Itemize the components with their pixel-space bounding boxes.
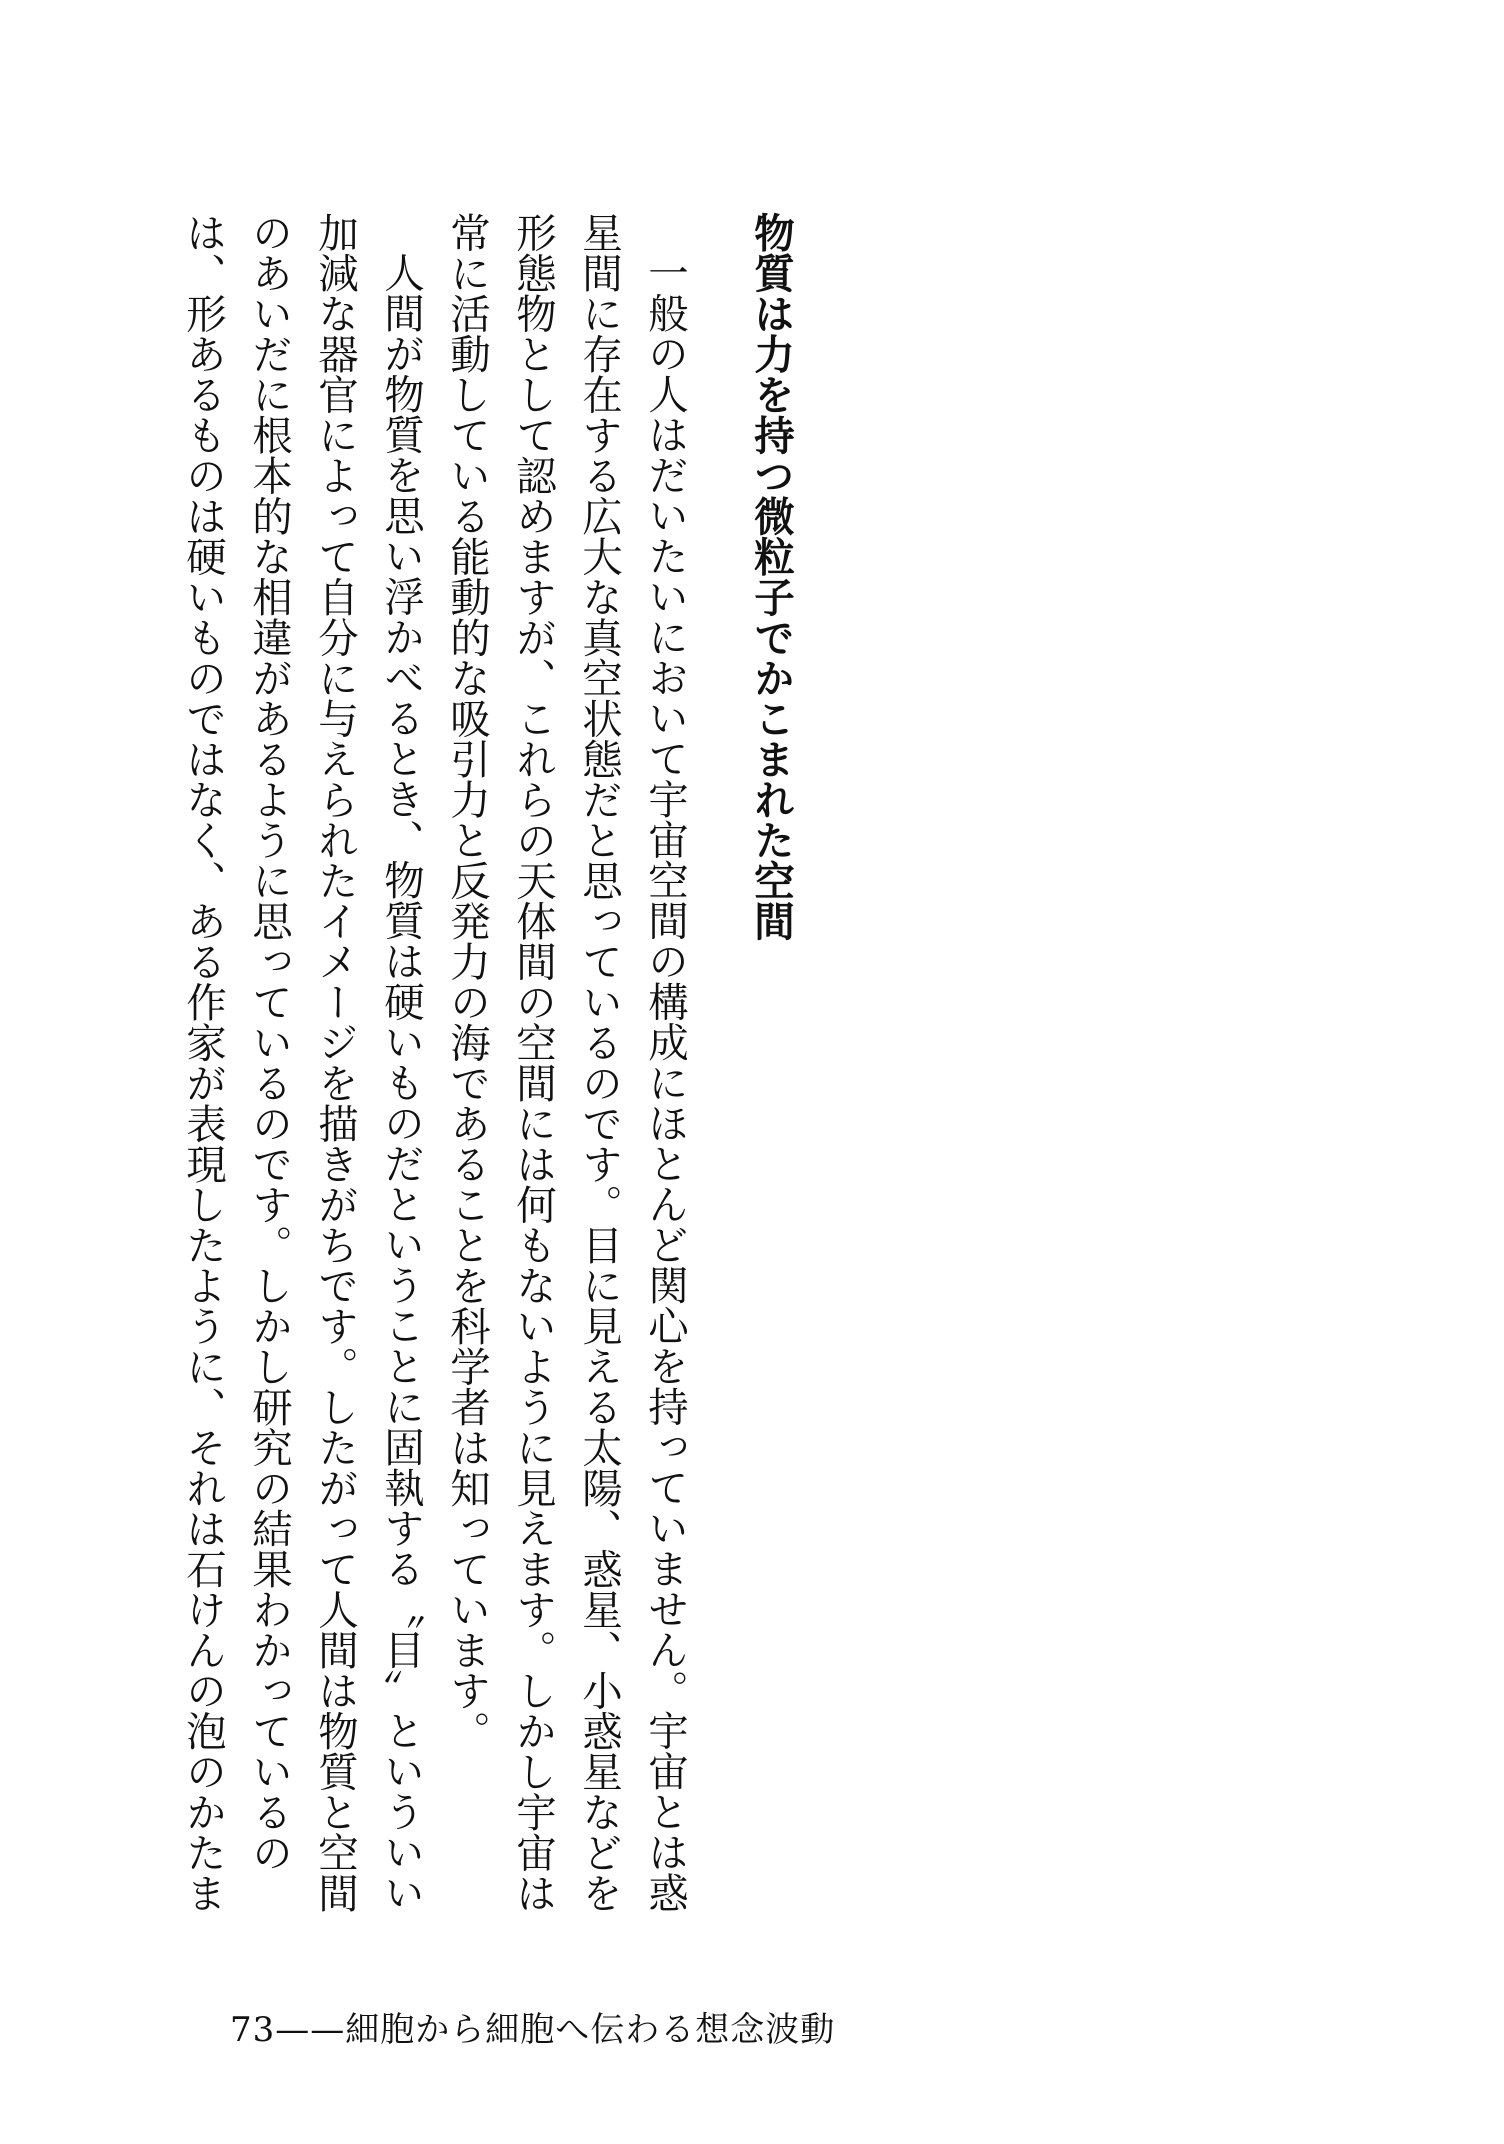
body-line-5: 人間が物質を思い浮かべるとき、物質は硬いものだということに固執する〝目〟といういい bbox=[377, 252, 425, 1913]
body-line-8: は、形あるものは硬いものではなく、ある作家が表現したように、それは石けんの泡のかたま bbox=[179, 212, 227, 1913]
body-line-6: 加減な器官によって自分に与えられたイメージを描きがちです。したがって人間は物質と空間 bbox=[311, 212, 359, 1913]
body-line-2: 星間に存在する広大な真空状態だと思っているのです。目に見える太陽、惑星、小惑星などを bbox=[575, 212, 623, 1913]
body-line-3: 形態物として認めますが、これらの天体間の空間には何もないように見えます。しかし宇宙は bbox=[509, 212, 557, 1913]
page-number: 73 bbox=[230, 2010, 276, 2050]
vertical-text-block bbox=[170, 212, 804, 1913]
footer-dash: —— bbox=[275, 2010, 346, 2050]
body-line-7: のあいだに根本的な相違があるように思っているのです。しかし研究の結果わかっているの bbox=[245, 212, 293, 1873]
page-footer bbox=[230, 2010, 835, 2050]
body-line-4: 常に活動している能動的な吸引力と反発力の海であることを科学者は知っています。 bbox=[443, 212, 491, 1751]
body-line-1: 一般の人はだいたいにおいて宇宙空間の構成にほとんど関心を持っていません。宇宙とは惑 bbox=[641, 252, 689, 1913]
section-heading: 物質は力を持つ微粒子でかこまれた空間 bbox=[747, 212, 795, 941]
running-chapter-title: 細胞から細胞へ伝わる想念波動 bbox=[345, 2010, 836, 2050]
